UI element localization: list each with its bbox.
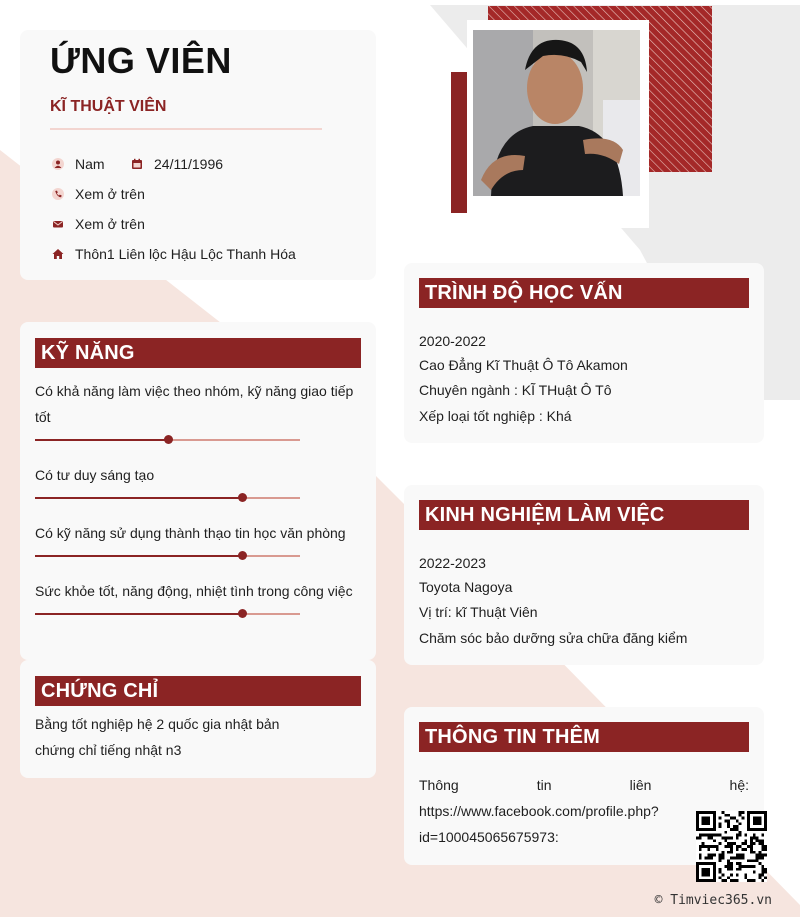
education-title: TRÌNH ĐỘ HỌC VẤN [419,278,749,308]
email-icon [50,216,66,232]
experience-position: Vị trí: kĩ Thuật Viên [419,604,538,620]
skill-label: Có kỹ năng sử dụng thành thạo tin học văn phòng [35,525,346,541]
skill-level-bar [35,497,300,499]
skill-level-bar [35,555,300,557]
birthday-text: 24/11/1996 [154,156,224,172]
skill-level-remaining [168,439,301,441]
contact-word: Thông [419,777,459,793]
address-text: Thôn1 Liên lộc Hậu Lộc Thanh Hóa [75,246,296,262]
contact-label [419,773,749,799]
avatar [473,30,640,196]
education-major: Chuyên ngành : KĨ THuật Ô Tô [419,382,612,398]
experience-company: Toyota Nagoya [419,579,513,595]
home-icon [50,246,66,262]
skill-level-remaining [242,555,300,557]
certificates-card [20,660,376,778]
header-card [20,30,376,280]
skill-level-bar [35,439,300,441]
skill-label: Có khả năng làm việc theo nhóm, kỹ năng giao tiếp tốt [35,383,354,425]
user-icon [50,156,66,172]
skill-level-knob [164,435,173,444]
birthday-row [129,156,223,172]
contact-word: hệ: [729,777,749,793]
experience-card [404,485,764,665]
contact-word: liên [629,777,652,793]
certificate-item: Bằng tốt nghiệp hệ 2 quốc gia nhật bản [35,716,280,732]
title-underline [50,128,322,130]
gender-text: Nam [75,156,105,172]
email-text: Xem ở trên [75,216,145,232]
education-grade: Xếp loại tốt nghiệp : Khá [419,408,572,424]
email-row [50,216,145,232]
experience-description: Chăm sóc bảo dưỡng sửa chữa đăng kiểm [419,630,688,646]
phone-icon [50,186,66,202]
skill-level-remaining [242,613,300,615]
qr-code [696,811,767,882]
certificates-title: CHỨNG CHỈ [35,676,361,706]
skill-level-knob [238,551,247,560]
gender-row [50,156,105,172]
candidate-name: ỨNG VIÊN [50,40,232,81]
experience-title: KINH NGHIỆM LÀM VIỆC [419,500,749,530]
skills-card [20,322,376,660]
skill-level-knob [238,493,247,502]
facebook-link-id[interactable]: id=100045065675973: [419,829,559,845]
experience-period: 2022-2023 [419,555,486,571]
education-card [404,263,764,443]
skill-level-fill [35,497,242,499]
skill-level-knob [238,609,247,618]
skill-level-bar [35,613,300,615]
calendar-icon [129,156,145,172]
job-title: KĨ THUẬT VIÊN [50,98,167,115]
skill-level-fill [35,555,242,557]
facebook-link[interactable]: https://www.facebook.com/profile.php? [419,803,659,819]
phone-row [50,186,145,202]
contact-word: tin [536,777,552,793]
additional-info-title: THÔNG TIN THÊM [419,722,749,752]
address-row [50,246,296,262]
skill-label: Sức khỏe tốt, năng động, nhiệt tình trong công việc [35,583,353,599]
skill-level-fill [35,439,168,441]
education-period: 2020-2022 [419,333,486,349]
footer-credit: © Timviec365.vn [654,893,772,908]
skill-level-fill [35,613,242,615]
education-school: Cao Đẳng Kĩ Thuật Ô Tô Akamon [419,357,628,373]
skills-title: KỸ NĂNG [35,338,361,368]
certificate-item: chứng chỉ tiếng nhật n3 [35,742,182,758]
skill-label: Có tư duy sáng tạo [35,467,155,483]
skill-level-remaining [242,497,300,499]
phone-text: Xem ở trên [75,186,145,202]
